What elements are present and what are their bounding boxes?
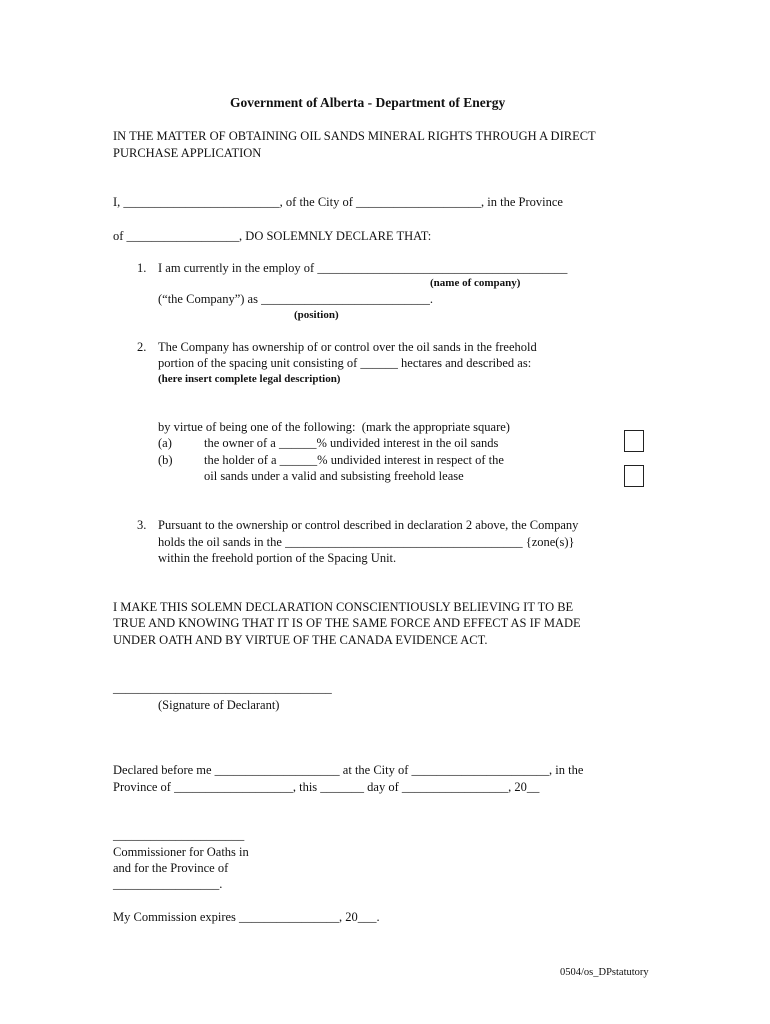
signature-line[interactable]: ___________________________________ <box>113 681 332 695</box>
footer-code: 0504/os_DPstatutory <box>560 967 649 978</box>
item-1-employ-line[interactable]: I am currently in the employ of ________________________________________ <box>158 261 568 275</box>
position-caption: (position) <box>294 309 339 321</box>
item-1-position-line[interactable]: (“the Company”) as ___________________________. <box>158 292 433 306</box>
matter-line-2: PURCHASE APPLICATION <box>113 146 262 160</box>
item-3-line-3: within the freehold portion of the Spacing Unit. <box>158 551 397 565</box>
item-3-line-2[interactable]: holds the oil sands in the ______________________________________ {zone(s)} <box>158 535 575 549</box>
signature-caption: (Signature of Declarant) <box>158 698 280 712</box>
commission-expires[interactable]: My Commission expires ________________, 20___. <box>113 910 380 924</box>
option-b-text-2: oil sands under a valid and subsisting freehold lease <box>204 469 464 483</box>
item-2-line-2[interactable]: portion of the spacing unit consisting of ______ hectares and described as: <box>158 356 532 370</box>
item-3-number: 3. <box>137 518 147 532</box>
commissioner-signature-line[interactable]: _____________________ <box>113 828 245 842</box>
option-a-text[interactable]: the owner of a ______% undivided interest in the oil sands <box>204 436 499 450</box>
option-a-checkbox[interactable] <box>624 430 644 452</box>
item-2-line-1: The Company has ownership of or control over the oil sands in the freehold <box>158 340 537 354</box>
solemn-line-1: I MAKE THIS SOLEMN DECLARATION CONSCIENTIOUSLY BELIEVING IT TO BE <box>113 600 574 614</box>
option-b-text-1[interactable]: the holder of a ______% undivided interest in respect of the <box>204 453 504 467</box>
option-a-label: (a) <box>158 436 172 450</box>
item-2-number: 2. <box>137 340 147 354</box>
intro-line-2[interactable]: of __________________, DO SOLEMNLY DECLARE THAT: <box>113 229 432 243</box>
matter-line-1: IN THE MATTER OF OBTAINING OIL SANDS MINERAL RIGHTS THROUGH A DIRECT <box>113 129 596 143</box>
solemn-line-2: TRUE AND KNOWING THAT IT IS OF THE SAME FORCE AND EFFECT AS IF MADE <box>113 616 581 630</box>
commissioner-line-2: and for the Province of <box>113 861 229 875</box>
declared-line-2[interactable]: Province of ___________________, this _______ day of _________________, 20__ <box>113 780 540 794</box>
option-b-checkbox[interactable] <box>624 465 644 487</box>
company-name-caption: (name of company) <box>430 277 521 289</box>
commissioner-line-1: Commissioner for Oaths in <box>113 845 249 859</box>
intro-line-1[interactable]: I, _________________________, of the City of ____________________, in the Province <box>113 195 563 209</box>
solemn-line-3: UNDER OATH AND BY VIRTUE OF THE CANADA EVIDENCE ACT. <box>113 633 488 647</box>
option-b-label: (b) <box>158 453 173 467</box>
commissioner-province-line[interactable]: _________________. <box>113 877 223 891</box>
virtue-intro: by virtue of being one of the following: (mark the appropriate square) <box>158 420 510 434</box>
declared-line-1[interactable]: Declared before me ____________________ at the City of ______________________, in the <box>113 763 584 777</box>
page-title: Government of Alberta - Department of Energy <box>230 95 506 110</box>
item-1-number: 1. <box>137 261 147 275</box>
item-3-line-1: Pursuant to the ownership or control described in declaration 2 above, the Company <box>158 518 579 532</box>
legal-description-caption: (here insert complete legal description) <box>158 373 341 385</box>
